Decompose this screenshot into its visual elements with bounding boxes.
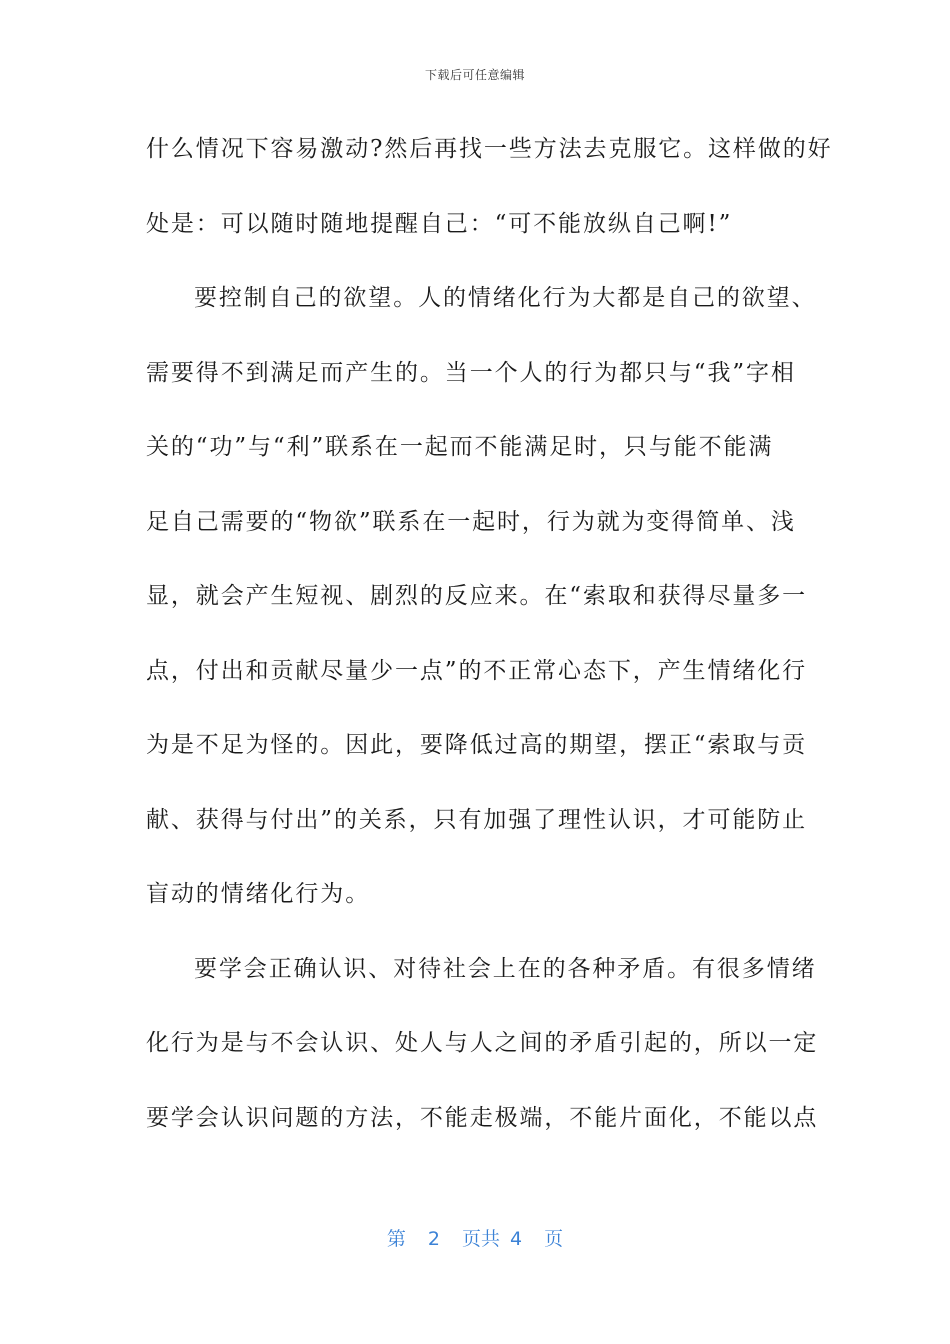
text-line: 关的“功”与“利”联系在一起而不能满足时，只与能不能满 [146, 434, 774, 460]
text-line: 点，付出和贡献尽量少一点”的不正常心态下，产生情绪化行 [146, 657, 808, 684]
text-line: 处是：可以随时随地提醒自己：“可不能放纵自己啊!” [146, 210, 733, 237]
text-line: 需要得不到满足而产生的。当一个人的行为都只与“我”字相 [146, 359, 796, 386]
footer-suffix: 页 [544, 1228, 564, 1250]
text-line: 盲动的情绪化行为。 [146, 881, 371, 907]
footer-middle: 页共 [461, 1228, 500, 1250]
paragraph-start-line: 要控制自己的欲望。人的情绪化行为大都是自己的欲望、 [194, 285, 817, 311]
total-pages-number: 4 [510, 1228, 523, 1250]
page-header: 下载后可任意编辑 [424, 68, 525, 82]
text-line: 显，就会产生短视、剧烈的反应来。在“索取和获得尽量多一 [146, 583, 808, 609]
page-footer [0, 1224, 950, 1251]
footer-prefix: 第 [386, 1228, 406, 1250]
current-page-number: 2 [427, 1228, 440, 1250]
text-line: 要学会认识问题的方法，不能走极端，不能片面化，不能以点 [146, 1104, 819, 1131]
text-line: 献、获得与付出”的关系，只有加强了理性认识，才可能防止 [146, 806, 808, 833]
text-line: 什么情况下容易激动?然后再找一些方法去克服它。这样做的好 [146, 136, 833, 162]
text-line: 化行为是与不会认识、处人与人之间的矛盾引起的，所以一定 [146, 1030, 819, 1056]
text-line: 为是不足为怪的。因此，要降低过高的期望，摆正“索取与贡 [146, 732, 808, 758]
text-line: 足自己需要的“物欲”联系在一起时，行为就为变得简单、浅 [146, 508, 796, 535]
document-body [146, 112, 833, 1155]
paragraph-start-line: 要学会正确认识、对待社会上在的各种矛盾。有很多情绪 [194, 955, 817, 982]
